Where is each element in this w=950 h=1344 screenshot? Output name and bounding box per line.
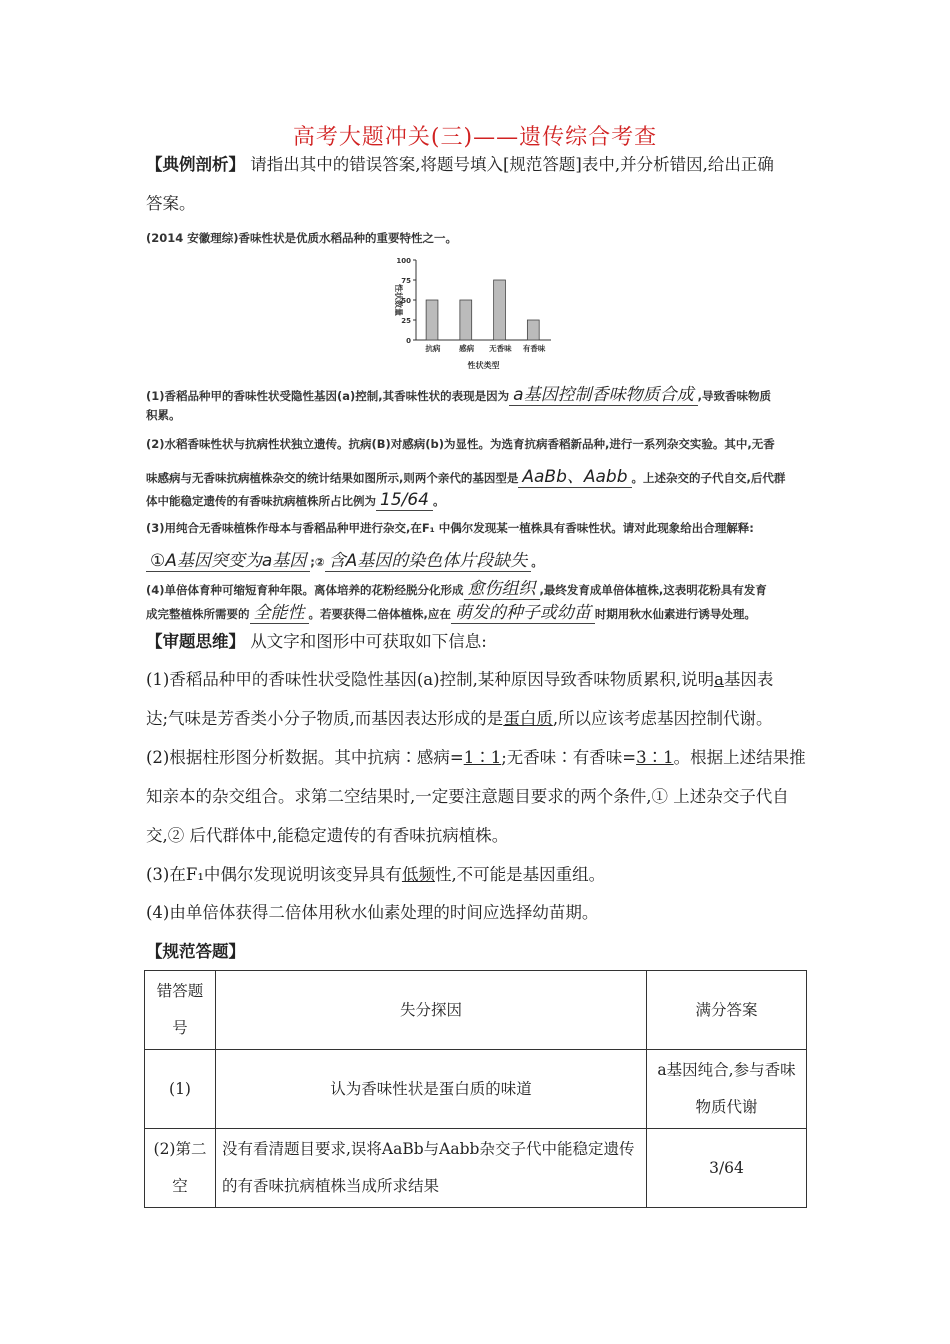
q2-text-e: 。 — [433, 494, 445, 508]
y-tick-label: 0 — [406, 337, 411, 345]
scan-q4-line1 — [146, 574, 767, 599]
q4-handwritten-answer-3: 萌发的种子或幼苗 — [451, 603, 595, 624]
row-no: (1) — [145, 1050, 216, 1129]
x-tick-label: 无香味 — [489, 344, 512, 353]
q1-text-a: (1)香稻品种甲的香味性状受隐性基因(a)控制,其香味性状的表现是因为 — [146, 389, 510, 403]
row-reason: 没有看清题目要求,误将AaBb与Aabb杂交子代中能稳定遗传的有香味抗病植株当成所求结果 — [216, 1129, 647, 1208]
table-row — [145, 1129, 807, 1208]
thinking-heading — [146, 623, 826, 660]
scanned-question — [146, 224, 814, 623]
q2-handwritten-answer-2: 15/64 — [376, 490, 433, 511]
thinking-p2-line1 — [146, 739, 826, 776]
bar — [494, 280, 506, 340]
row-reason: 认为香味性状是蛋白质的味道 — [216, 1050, 647, 1129]
q3-handwritten-answer-1: ①A基因突变为a基因 — [146, 551, 310, 572]
thinking-label: 【审题思维】 — [146, 632, 245, 651]
y-tick-label: 100 — [396, 257, 411, 265]
y-tick-label: 50 — [401, 297, 411, 305]
q4-handwritten-answer-2: 全能性 — [250, 603, 309, 624]
q2-handwritten-answer-1: AaBb、Aabb — [518, 467, 631, 488]
p1-text-c: 达;气味是芳香类小分子物质,而基因表达形成的是 — [146, 709, 504, 728]
q4-text-d: 。若要获得二倍体植株,应在 — [308, 607, 451, 621]
page-title: 高考大题冲关(三)——遗传综合考查 — [292, 125, 658, 150]
scan-q2-line1: (2)水稻香味性状与抗病性状独立遗传。抗病(B)对感病(b)为显性。为选育抗病香稻新品种,进行一系列杂交实验。其中,无香 — [146, 437, 775, 451]
q4-text-c: 成完整植株所需要的 — [146, 607, 250, 621]
answer-table — [144, 970, 807, 1208]
q2-text-d: 体中能稳定遗传的有香味抗病植株所占比例为 — [146, 494, 376, 508]
thinking-intro: 从文字和图形中可获取如下信息: — [250, 632, 487, 651]
x-tick-label: 有香味 — [522, 344, 546, 353]
thinking-p1-line1 — [146, 661, 826, 698]
thinking-p2-line2: 知亲本的杂交组合。求第二空结果时,一定要注意题目要求的两个条件,① 上述杂交子代自 — [146, 787, 789, 806]
q4-text-b: ,最终发育成单倍体植株,这表明花粉具有发育 — [539, 583, 767, 597]
p1-text-a: (1)香稻品种甲的香味性状受隐性基因(a)控制,某种原因导致香味物质累积,说明 — [146, 670, 715, 689]
x-tick-label: 抗病 — [425, 344, 441, 353]
q2-text-c: 。上述杂交的子代自交,后代群 — [631, 471, 786, 485]
bar — [426, 300, 438, 340]
p2-text-b: ;无香味∶有香味= — [501, 748, 637, 767]
row-correct: a基因纯合,参与香味物质代谢 — [647, 1050, 807, 1129]
scan-q4-line2 — [146, 598, 756, 623]
thinking-p4: (4)由单倍体获得二倍体用秋水仙素处理的时间应选择幼苗期。 — [146, 903, 599, 922]
thinking-p2-line3: 交,② 后代群体中,能稳定遗传的有香味抗病植株。 — [146, 826, 509, 845]
intro-line-1 — [146, 146, 826, 183]
intro-line-2: 答案。 — [146, 194, 196, 213]
p1-underline-protein: 蛋白质 — [503, 709, 553, 728]
row-no: (2)第二空 — [145, 1129, 216, 1208]
scan-header: (2014 安徽理综)香味性状是优质水稻品种的重要特性之一。 — [146, 231, 458, 245]
q1-handwritten-answer: a基因控制香味物质合成 — [509, 385, 697, 406]
y-tick-label: 75 — [401, 277, 411, 285]
q4-text-e: 时期用秋水仙素进行诱导处理。 — [594, 607, 756, 621]
y-tick-label: 25 — [401, 317, 411, 325]
p2-ratio-2: 3∶1 — [636, 748, 674, 767]
x-axis-label: 性状类型 — [467, 361, 500, 370]
p3-text-a: (3)在F₁中偶尔发现说明该变异具有 — [146, 865, 402, 884]
x-tick-label: 感病 — [459, 344, 475, 353]
table-header-row — [145, 971, 807, 1050]
q3-handwritten-answer-2: 含A基因的染色体片段缺失 — [325, 551, 532, 572]
q4-text-a: (4)单倍体育种可缩短育种年限。离体培养的花粉经脱分化形成 — [146, 583, 464, 597]
p3-text-b: 性,不可能是基因重组。 — [434, 865, 606, 884]
p1-text-b: 基因表 — [723, 670, 774, 689]
p2-ratio-1: 1∶1 — [463, 748, 502, 767]
q3-separator: ;② — [310, 555, 325, 569]
p2-text-a: (2)根据柱形图分析数据。其中抗病∶感病= — [146, 748, 464, 767]
bar — [460, 300, 472, 340]
intro-label: 【典例剖析】 — [146, 155, 245, 174]
table-row — [145, 1050, 807, 1129]
p1-underline-a: a — [714, 670, 724, 689]
header-correct: 满分答案 — [647, 971, 807, 1050]
q1-text-b: ,导致香味物质 — [697, 389, 771, 403]
y-axis-label: 性状数量 — [394, 284, 403, 316]
scan-q2-line3 — [146, 490, 445, 510]
q4-handwritten-answer-1: 愈伤组织 — [464, 579, 540, 600]
scan-q3-line2 — [146, 546, 543, 571]
p1-text-d: ,所以应该考虑基因控制代谢。 — [552, 709, 773, 728]
q2-text-b: 味感病与无香味抗病植株杂交的统计结果如图所示,则两个亲代的基因型是 — [146, 471, 519, 485]
bar — [527, 320, 539, 340]
bar-chart — [386, 250, 566, 374]
p2-text-c: 。根据上述结果推 — [673, 748, 806, 767]
row-correct: 3/64 — [647, 1129, 807, 1208]
intro-text-1: 请指出其中的错误答案,将题号填入[规范答题]表中,并分析错因,给出正确 — [250, 155, 774, 174]
thinking-p1-line2 — [146, 700, 826, 737]
scan-q2-line2 — [146, 462, 785, 487]
header-reason: 失分探因 — [216, 971, 647, 1050]
p3-underline-low-freq: 低频 — [401, 865, 435, 884]
scan-q3-line1: (3)用纯合无香味植株作母本与香稻品种甲进行杂交,在F₁ 中偶尔发现某一植株具有香味性状。请对此现象给出合理解释: — [146, 521, 754, 535]
scan-q1-line1 — [146, 380, 771, 405]
header-no: 错答题号 — [145, 971, 216, 1050]
answer-heading: 【规范答题】 — [146, 942, 245, 961]
scan-q1-line2: 积累。 — [146, 408, 181, 422]
q3-end: 。 — [531, 555, 543, 569]
thinking-p3 — [146, 856, 826, 893]
